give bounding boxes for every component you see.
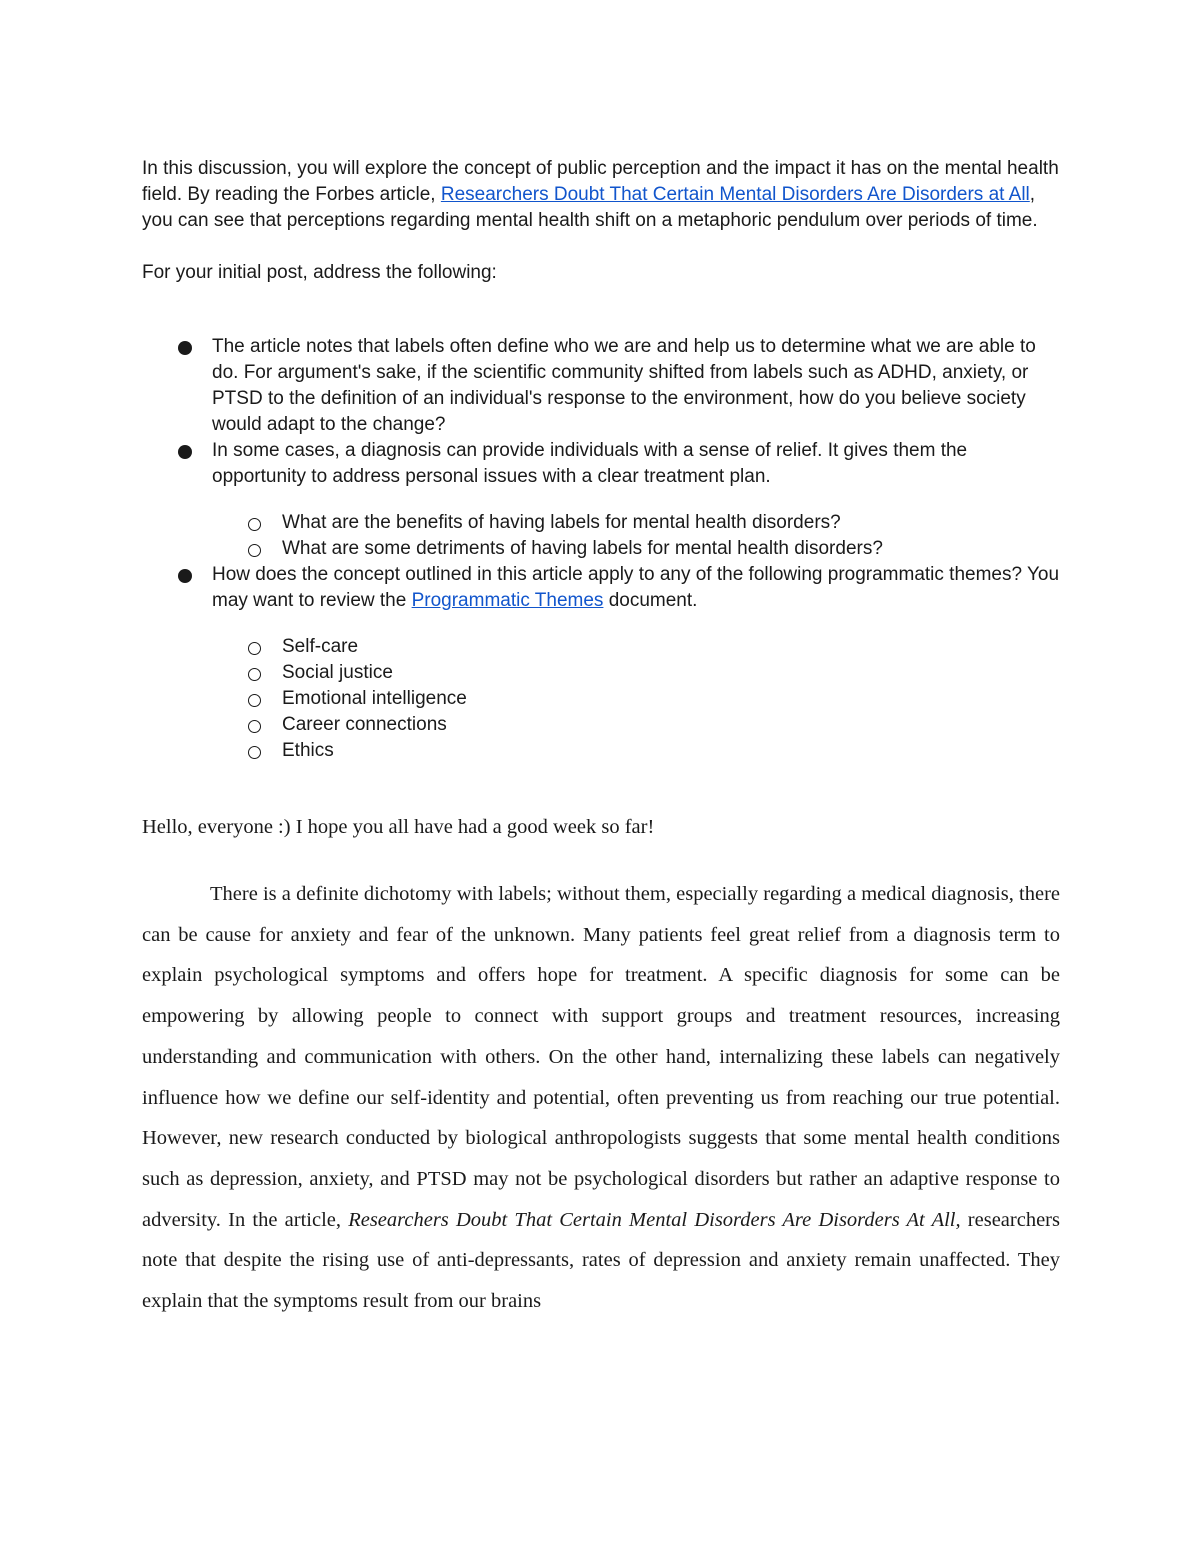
list-item bbox=[212, 562, 1060, 764]
list-item bbox=[282, 536, 1060, 562]
question-list bbox=[142, 334, 1060, 764]
greeting-text: Hello, everyone :) I hope you all have had a good week so far! bbox=[142, 816, 655, 838]
theme-text: Career connections bbox=[282, 714, 447, 735]
theme-text: Social justice bbox=[282, 662, 393, 683]
intro-text-1: In this discussion, you will explore the concept of public perception and the impact it has on the mental health field. By reading the Forbes article, bbox=[142, 158, 1059, 205]
programmatic-themes-link[interactable]: Programmatic Themes bbox=[411, 590, 604, 611]
initial-post-heading: For your initial post, address the following: bbox=[142, 262, 497, 283]
sub-question-text: What are the benefits of having labels for mental health disorders? bbox=[282, 512, 841, 533]
circle-bullet-icon bbox=[248, 694, 261, 707]
list-item bbox=[282, 712, 1060, 738]
list-item bbox=[282, 634, 1060, 660]
response-paragraph bbox=[142, 874, 1060, 1322]
theme-text: Self-care bbox=[282, 636, 359, 657]
list-item bbox=[212, 334, 1060, 438]
question-text: How does the concept outlined in this article apply to any of the following programmatic themes? You may want to review the bbox=[212, 564, 1060, 611]
question-text: The article notes that labels often define who we are and help us to determine what we are able to do. For argument's sake, if the scientific community shifted from labels such as ADHD, anxiety, or PTSD to the definition of an individual's response to the environment, how do you believe society would adapt to the change? bbox=[212, 336, 1036, 435]
response-text-1: There is a definite dichotomy with labels; without them, especially regarding a medical diagnosis, there can be cause for anxiety and fear of the unknown. Many patients feel great relief from a diagnosis term to explain psychological symptoms and offers hope for treatment. A specific diagnosis for some can be empowering by allowing people to connect with support groups and treatment resources, increasing understanding and communication with others. On the other hand, internalizing these labels can negatively influence how we define our self-identity and potential, often preventing us from reaching our true potential. However, new research conducted by biological anthropologists suggests that some mental health conditions such as depression, anxiety, and PTSD may not be psychological disorders but rather an adaptive response to adversity. In the article, bbox=[142, 883, 1060, 1231]
list-item bbox=[282, 686, 1060, 712]
list-item bbox=[282, 510, 1060, 536]
list-item bbox=[212, 438, 1060, 562]
intro-text-2: , you can see that perceptions regarding mental health shift on a metaphoric pendulum over periods of time. bbox=[142, 184, 1038, 231]
bullet-icon bbox=[178, 569, 192, 583]
theme-text: Ethics bbox=[282, 740, 334, 761]
question-text-end: document. bbox=[603, 590, 698, 611]
circle-bullet-icon bbox=[248, 642, 261, 655]
circle-bullet-icon bbox=[248, 544, 261, 557]
theme-text: Emotional intelligence bbox=[282, 688, 467, 709]
list-item bbox=[282, 660, 1060, 686]
circle-bullet-icon bbox=[248, 720, 261, 733]
discussion-response bbox=[142, 814, 1060, 1322]
document-page bbox=[142, 156, 1060, 1322]
response-text-2: researchers note that despite the rising use of anti-depressants, rates of depression and anxiety remain unaffected. They explain that the symptoms result from our brains bbox=[142, 1208, 1060, 1313]
list-item bbox=[282, 738, 1060, 764]
sub-question-list bbox=[212, 510, 1060, 562]
sub-question-text: What are some detriments of having labels for mental health disorders? bbox=[282, 538, 883, 559]
question-text: In some cases, a diagnosis can provide individuals with a sense of relief. It gives them the opportunity to address personal issues with a clear treatment plan. bbox=[212, 440, 968, 487]
bullet-icon bbox=[178, 445, 192, 459]
article-title: Researchers Doubt That Certain Mental Disorders Are Disorders At All, bbox=[348, 1208, 961, 1231]
themes-list bbox=[212, 634, 1060, 764]
circle-bullet-icon bbox=[248, 668, 261, 681]
forbes-article-link[interactable]: Researchers Doubt That Certain Mental Disorders Are Disorders at All bbox=[440, 184, 1030, 205]
bullet-icon bbox=[178, 341, 192, 355]
circle-bullet-icon bbox=[248, 746, 261, 759]
circle-bullet-icon bbox=[248, 518, 261, 531]
intro-paragraph bbox=[142, 156, 1060, 234]
discussion-prompt bbox=[142, 156, 1060, 764]
